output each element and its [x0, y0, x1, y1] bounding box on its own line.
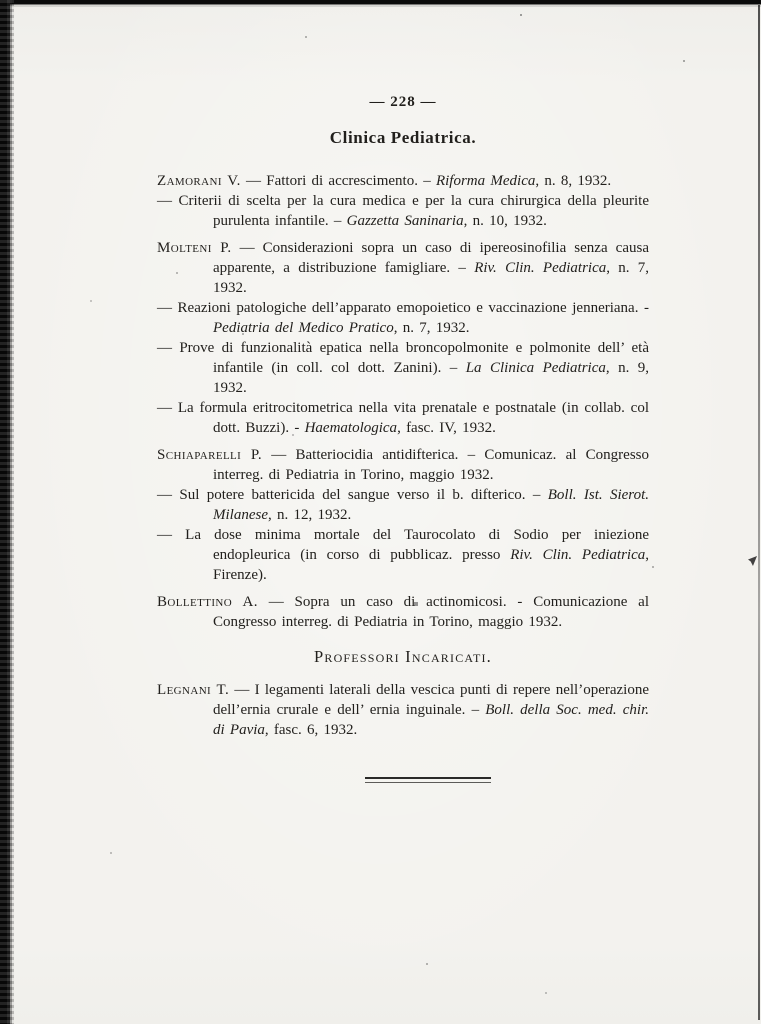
section-title: Clinica Pediatrica.: [329, 128, 477, 147]
scan-artifact-mark: [748, 556, 757, 566]
entry-text: — Fattori di accrescimento. –: [240, 173, 436, 189]
bib-entry: [157, 238, 649, 298]
bibliography-incaricati: [157, 680, 649, 740]
entry-text: — Batteriocidia antidifterica. – Comunicaz. al Congresso interreg. di Pediatria in Torino, maggio 1932.: [213, 447, 649, 483]
bib-group: [157, 445, 649, 585]
bib-entry: [157, 338, 649, 398]
end-rule: [365, 777, 491, 783]
journal-name: Haematologica: [304, 420, 398, 436]
bib-group: [157, 238, 649, 438]
author-name: Zamorani V.: [157, 173, 241, 189]
scan-edge-left: [0, 0, 14, 1024]
entry-text: — I legamenti laterali della vescica punti di repere nell’operazione dell’ernia crurale e dell’ ernia inguinale. –: [213, 682, 649, 718]
subsection-title: Professori Incaricati.: [313, 647, 492, 666]
bib-entry: [157, 680, 649, 740]
journal-name: La Clinica Pediatrica: [465, 360, 606, 376]
entry-text: , fasc. IV, 1932.: [397, 420, 496, 436]
scan-edge-top: [0, 0, 761, 7]
entry-text: — Criterii di scelta per la cura medica e per la cura chirurgica della pleurite purulenta infantile. –: [157, 193, 649, 229]
bib-entry: [157, 398, 649, 438]
page-number: — 228 —: [369, 94, 437, 110]
entry-text: , n. 7, 1932.: [213, 260, 649, 296]
journal-name: Gazzetta Saninaria: [346, 213, 464, 229]
journal-name: Riv. Clin. Pediatrica: [510, 547, 646, 563]
bib-entry: [157, 445, 649, 485]
entry-text: — La formula eritrocitometrica nella vita prenatale e postnatale (in collab. col dott. Buzzi). -: [157, 400, 649, 436]
entry-text: , fasc. 6, 1932.: [264, 722, 358, 738]
bib-group: [157, 680, 649, 740]
journal-name: Pediatria del Medico Pratico: [213, 320, 394, 336]
bib-entry: [157, 298, 649, 338]
bib-entry: [157, 191, 649, 231]
journal-name: Boll. della Soc. med. chir. di Pavia: [213, 702, 649, 738]
entry-text: — Reazioni patologiche dell’apparato emopoietico e vaccinazione jenneriana. -: [157, 300, 649, 316]
entry-text: — Prove di funzionalità epatica nella broncopolmonite e polmonite dell’ età infantile (in coll. col dott. Zanini). –: [157, 340, 649, 376]
bib-entry: [157, 485, 649, 525]
author-name: Legnani T.: [157, 682, 230, 698]
author-name: Molteni P.: [157, 240, 232, 256]
entry-text: , n. 12, 1932.: [267, 507, 352, 523]
entry-text: , Firenze).: [213, 547, 649, 583]
bibliography-main: [157, 171, 649, 632]
page-content: [157, 94, 649, 747]
entry-text: — Considerazioni sopra un caso di ipereosinofilia senza causa apparente, a distribuzione famigliare. –: [213, 240, 649, 276]
bib-group: [157, 592, 649, 632]
entry-text: , n. 10, 1932.: [463, 213, 547, 229]
scan-noise-specks: [0, 0, 2, 2]
entry-text: , n. 9, 1932.: [213, 360, 649, 396]
bib-group: [157, 171, 649, 231]
entry-text: — Sul potere battericida del sangue verso il b. difterico. –: [157, 487, 548, 503]
journal-name: Riforma Medica: [435, 173, 536, 189]
author-name: Schiaparelli P.: [157, 447, 263, 463]
journal-name: Riv. Clin. Pediatrica: [474, 260, 607, 276]
author-name: Bollettino A.: [157, 594, 258, 610]
entry-text: , n. 8, 1932.: [535, 173, 612, 189]
bib-entry: [157, 171, 649, 191]
bib-entry: [157, 525, 649, 585]
journal-name: Boll. Ist. Sierot. Milanese: [213, 487, 649, 523]
entry-text: , n. 7, 1932.: [393, 320, 470, 336]
entry-text: — Sopra un caso di actinomicosi. - Comunicazione al Congresso interreg. di Pediatria in Torino, maggio 1932.: [213, 594, 650, 630]
bib-entry: [157, 592, 649, 632]
scan-edge-right: [758, 5, 760, 1020]
entry-text: — La dose minima mortale del Taurocolato di Sodio per iniezione endopleurica (in corso di pubblicaz. presso: [157, 527, 649, 563]
